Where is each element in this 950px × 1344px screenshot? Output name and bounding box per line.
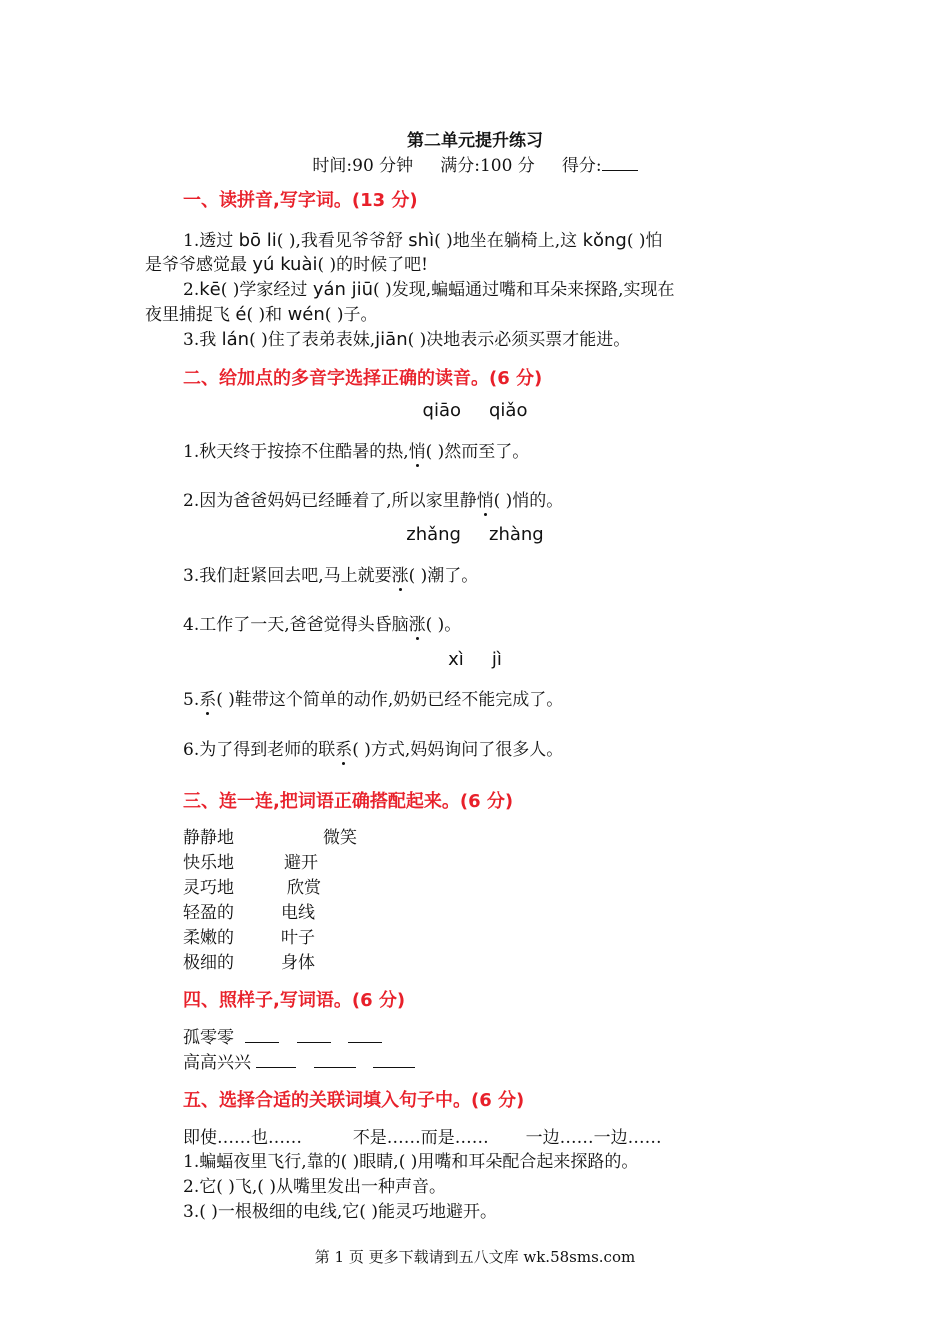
match-right-6[interactable]: 身体 xyxy=(281,953,315,973)
section-1-heading: 一、读拼音,写字词。(13 分) xyxy=(183,190,418,211)
option-1: 即使……也…… xyxy=(183,1128,302,1148)
section-2-heading: 二、给加点的多音字选择正确的读音。(6 分) xyxy=(183,368,543,389)
s1-line-4: 夜里捕捉飞 é( )和 wén( )子。 xyxy=(145,304,378,325)
section-3-heading: 三、连一连,把词语正确搭配起来。(6 分) xyxy=(183,791,514,812)
answer-blank[interactable] xyxy=(314,1053,356,1068)
s5-question-2: 2.它( )飞,( )从嘴里发出一种声音。 xyxy=(183,1177,446,1197)
s1-line-1: 1.透过 bō li( ),我看见爷爷舒 shì( )地坐在躺椅上,这 kǒng( )怕 xyxy=(183,230,663,251)
match-left-4[interactable]: 轻盈的 xyxy=(183,903,234,923)
s2-question-6: 6.为了得到老师的联系( )方式,妈妈询问了很多人。 xyxy=(183,735,563,760)
match-right-4[interactable]: 电线 xyxy=(281,903,315,923)
s1-line-5: 3.我 lán( )住了表弟表妹,jiān( )决地表示必须买票才能进。 xyxy=(183,329,631,350)
s4-line-1: 孤零零 xyxy=(183,1023,382,1048)
answer-blank[interactable] xyxy=(297,1028,331,1043)
page-footer: 第 1 页 更多下载请到五八文库 wk.58sms.com xyxy=(314,1248,636,1266)
match-right-2[interactable]: 避开 xyxy=(284,853,318,873)
match-right-3[interactable]: 欣赏 xyxy=(287,878,321,898)
pinyin-group-3: xì jì xyxy=(448,649,502,670)
section-5-heading: 五、选择合适的关联词填入句子中。(6 分) xyxy=(183,1090,525,1111)
option-2: 不是……而是…… xyxy=(352,1128,489,1148)
section-4-heading: 四、照样子,写词语。(6 分) xyxy=(183,990,406,1011)
exam-time: 时间:90 分钟 xyxy=(312,156,414,176)
answer-blank[interactable] xyxy=(245,1028,279,1043)
score-blank[interactable] xyxy=(602,156,638,171)
match-right-1[interactable]: 微笑 xyxy=(323,828,357,848)
conjunction-options xyxy=(183,1123,662,1148)
answer-blank[interactable] xyxy=(256,1053,296,1068)
pinyin-group-1: qiāo qiǎo xyxy=(422,400,528,421)
s1-line-3: 2.kē( )学家经过 yán jiū( )发现,蝙蝠通过嘴和耳朵来探路,实现在 xyxy=(183,279,675,300)
exam-info xyxy=(0,151,950,176)
s4-line-2: 高高兴兴 xyxy=(183,1048,415,1073)
s1-line-2: 是爷爷感觉最 yú kuài( )的时候了吧! xyxy=(145,254,428,275)
match-left-5[interactable]: 柔嫩的 xyxy=(183,928,234,948)
s2-question-2: 2.因为爸爸妈妈已经睡着了,所以家里静悄( )悄的。 xyxy=(183,486,563,511)
s2-question-1: 1.秋天终于按捺不住酷暑的热,悄( )然而至了。 xyxy=(183,437,529,462)
pinyin-group-2: zhǎng zhàng xyxy=(406,524,544,545)
option-3: 一边……一边…… xyxy=(525,1128,662,1148)
s2-question-4: 4.工作了一天,爸爸觉得头昏脑涨( )。 xyxy=(183,610,461,635)
match-left-1[interactable]: 静静地 xyxy=(183,828,234,848)
answer-blank[interactable] xyxy=(348,1028,382,1043)
match-left-2[interactable]: 快乐地 xyxy=(183,853,234,873)
match-left-3[interactable]: 灵巧地 xyxy=(183,878,234,898)
match-right-5[interactable]: 叶子 xyxy=(281,928,315,948)
s5-question-3: 3.( )一根极细的电线,它( )能灵巧地避开。 xyxy=(183,1202,497,1222)
s2-question-5: 5.系( )鞋带这个简单的动作,奶奶已经不能完成了。 xyxy=(183,685,563,710)
s2-question-3: 3.我们赶紧回去吧,马上就要涨( )潮了。 xyxy=(183,561,478,586)
answer-blank[interactable] xyxy=(373,1053,415,1068)
match-left-6[interactable]: 极细的 xyxy=(183,953,234,973)
page-title: 第二单元提升练习 xyxy=(407,131,543,151)
exam-full-score: 满分:100 分 xyxy=(440,156,535,176)
s5-question-1: 1.蝙蝠夜里飞行,靠的( )眼睛,( )用嘴和耳朵配合起来探路的。 xyxy=(183,1152,639,1172)
exam-score-label: 得分: xyxy=(561,156,602,176)
